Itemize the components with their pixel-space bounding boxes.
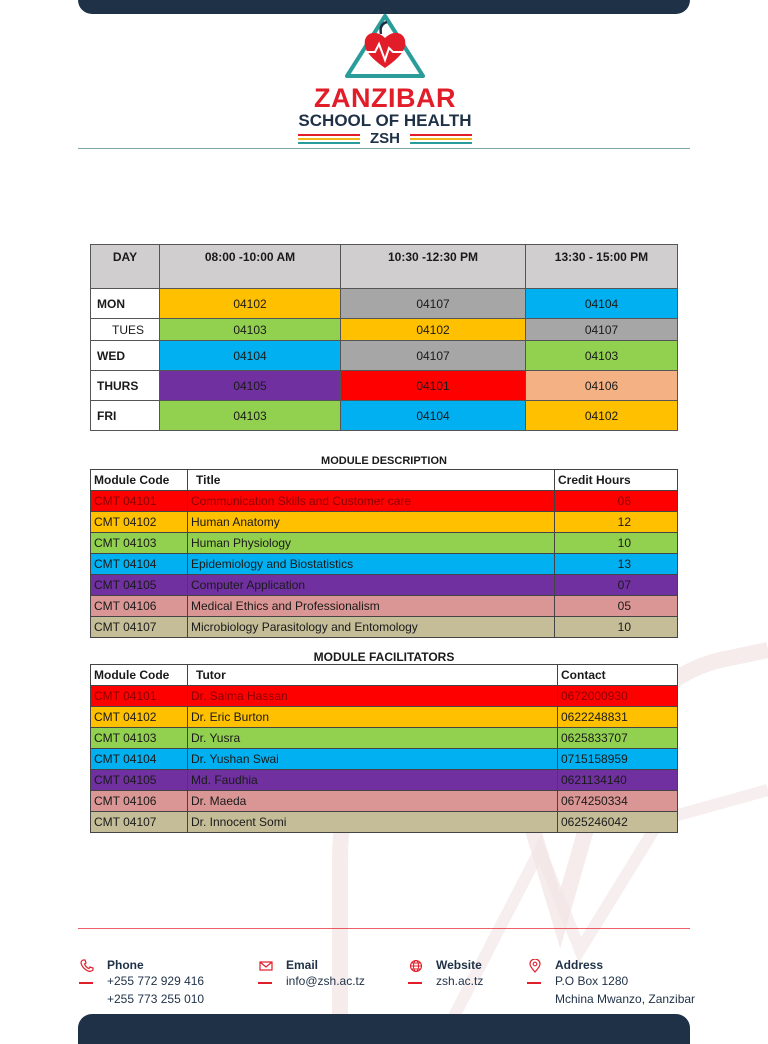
module-code: CMT 04107 <box>91 617 188 638</box>
email-address[interactable]: info@zsh.ac.tz <box>286 974 365 988</box>
tutor-contact: 0715158959 <box>558 749 678 770</box>
timetable-module-cell: 04103 <box>160 401 341 431</box>
module-code: CMT 04105 <box>91 575 188 596</box>
timetable-module-cell: 04104 <box>526 289 678 319</box>
module-code: CMT 04107 <box>91 812 188 833</box>
tutor-name: Dr. Innocent Somi <box>188 812 558 833</box>
timetable-module-cell: 04102 <box>341 319 526 341</box>
footer-website <box>436 958 483 990</box>
timetable-module-cell: 04103 <box>526 341 678 371</box>
credit-hours: 12 <box>555 512 678 533</box>
website-label: Website <box>436 958 482 972</box>
tutor-contact: 0622248831 <box>558 707 678 728</box>
tutor-name: Dr. Yushan Swai <box>188 749 558 770</box>
phone-icon <box>80 959 94 973</box>
footer-divider <box>78 928 690 929</box>
tutor-name: Dr. Maeda <box>188 791 558 812</box>
timetable-row <box>91 341 678 371</box>
globe-icon <box>409 959 423 973</box>
module-description-caption: MODULE DESCRIPTION <box>321 455 447 467</box>
email-dash <box>258 982 272 984</box>
tutor-name: Md. Faudhia <box>188 770 558 791</box>
description-row <box>91 491 678 512</box>
credit-hours: 07 <box>555 575 678 596</box>
timetable-module-cell: 04107 <box>341 289 526 319</box>
module-code: CMT 04106 <box>91 596 188 617</box>
mail-icon <box>259 959 273 973</box>
module-code: CMT 04105 <box>91 770 188 791</box>
phone-label: Phone <box>107 958 144 972</box>
description-row <box>91 617 678 638</box>
module-title: Human Physiology <box>188 533 555 554</box>
module-description-table <box>90 469 678 638</box>
description-header-hours: Credit Hours <box>555 470 678 491</box>
address-dash <box>527 982 541 984</box>
timetable-day: WED <box>91 341 160 371</box>
timetable-module-cell: 04104 <box>341 401 526 431</box>
tutor-name: Dr. Eric Burton <box>188 707 558 728</box>
description-header-row <box>91 470 678 491</box>
module-code: CMT 04106 <box>91 791 188 812</box>
timetable-day: THURS <box>91 371 160 401</box>
module-code: CMT 04101 <box>91 686 188 707</box>
school-abbr: ZSH <box>370 130 400 147</box>
facilitator-row <box>91 749 678 770</box>
bottom-banner-bar <box>78 1014 690 1044</box>
module-title: Epidemiology and Biostatistics <box>188 554 555 575</box>
logo-stripes-left <box>298 134 360 146</box>
module-title: Human Anatomy <box>188 512 555 533</box>
website-url[interactable]: zsh.ac.tz <box>436 974 484 988</box>
heart-triangle-emblem-icon <box>343 12 427 82</box>
tutor-name: Dr. Yusra <box>188 728 558 749</box>
facilitator-row <box>91 728 678 749</box>
timetable-day: TUES <box>91 319 160 341</box>
timetable-module-cell: 04107 <box>341 341 526 371</box>
timetable-header-day: DAY <box>91 245 160 289</box>
module-title: Microbiology Parasitology and Entomology <box>188 617 555 638</box>
timetable-module-cell: 04102 <box>526 401 678 431</box>
facilitator-row <box>91 812 678 833</box>
tutor-name: Dr. Salma Hassan <box>188 686 558 707</box>
timetable-row <box>91 401 678 431</box>
timetable-day: MON <box>91 289 160 319</box>
timetable-module-cell: 04106 <box>526 371 678 401</box>
website-dash <box>408 982 422 984</box>
module-code: CMT 04103 <box>91 533 188 554</box>
phone-line-2[interactable]: +255 773 255 010 <box>107 992 205 1006</box>
module-code: CMT 04104 <box>91 554 188 575</box>
location-pin-icon <box>528 959 542 973</box>
tutor-contact: 0625833707 <box>558 728 678 749</box>
credit-hours: 10 <box>555 617 678 638</box>
timetable-module-cell: 04104 <box>160 341 341 371</box>
footer-address <box>555 958 695 1008</box>
module-title: Communication Skills and Customer care <box>188 491 555 512</box>
timetable-header-slot-2: 10:30 -12:30 PM <box>341 245 526 289</box>
description-row <box>91 512 678 533</box>
description-row <box>91 575 678 596</box>
timetable-module-cell: 04101 <box>341 371 526 401</box>
school-name: ZANZIBAR <box>314 83 456 113</box>
school-subtitle: SCHOOL OF HEALTH <box>298 111 472 130</box>
module-facilitators-caption: MODULE FACILITATORS <box>313 650 455 664</box>
facilitator-row <box>91 791 678 812</box>
phone-dash <box>79 982 93 984</box>
footer-phone <box>107 958 204 1008</box>
description-row <box>91 533 678 554</box>
header-divider <box>78 148 690 149</box>
school-logo <box>260 12 510 147</box>
timetable-header-slot-3: 13:30 - 15:00 PM <box>526 245 678 289</box>
timetable-row <box>91 289 678 319</box>
tutor-contact: 0672000930 <box>558 686 678 707</box>
module-code: CMT 04102 <box>91 512 188 533</box>
module-title: Medical Ethics and Professionalism <box>188 596 555 617</box>
timetable-row <box>91 371 678 401</box>
module-code: CMT 04102 <box>91 707 188 728</box>
address-line-2: Mchina Mwanzo, Zanzibar <box>555 992 696 1006</box>
tutor-contact: 0674250334 <box>558 791 678 812</box>
module-code: CMT 04104 <box>91 749 188 770</box>
module-title: Computer Application <box>188 575 555 596</box>
credit-hours: 10 <box>555 533 678 554</box>
logo-stripes-right <box>410 134 472 146</box>
timetable-module-cell: 04102 <box>160 289 341 319</box>
facilitator-row <box>91 686 678 707</box>
timetable-header-slot-1: 08:00 -10:00 AM <box>160 245 341 289</box>
credit-hours: 13 <box>555 554 678 575</box>
address-label: Address <box>555 958 604 972</box>
address-line-1: P.O Box 1280 <box>555 974 629 988</box>
facilitator-row <box>91 770 678 791</box>
tutor-contact: 0625246042 <box>558 812 678 833</box>
module-code: CMT 04103 <box>91 728 188 749</box>
timetable-day: FRI <box>91 401 160 431</box>
description-row <box>91 554 678 575</box>
timetable-module-cell: 04107 <box>526 319 678 341</box>
facilitators-header-row <box>91 665 678 686</box>
facilitators-header-contact: Contact <box>558 665 678 686</box>
credit-hours: 05 <box>555 596 678 617</box>
module-facilitators-table <box>90 664 678 833</box>
weekly-timetable <box>90 244 678 431</box>
timetable-module-cell: 04105 <box>160 371 341 401</box>
credit-hours: 06 <box>555 491 678 512</box>
timetable-header-row <box>91 245 678 289</box>
email-label: Email <box>286 958 319 972</box>
timetable-row <box>91 319 678 341</box>
description-header-code: Module Code <box>91 470 188 491</box>
facilitator-row <box>91 707 678 728</box>
footer-email <box>286 958 365 990</box>
tutor-contact: 0621134140 <box>558 770 678 791</box>
description-header-title: Title <box>188 470 555 491</box>
facilitators-header-tutor: Tutor <box>188 665 558 686</box>
description-row <box>91 596 678 617</box>
phone-line-1[interactable]: +255 772 929 416 <box>107 974 205 988</box>
facilitators-header-code: Module Code <box>91 665 188 686</box>
timetable-module-cell: 04103 <box>160 319 341 341</box>
module-code: CMT 04101 <box>91 491 188 512</box>
